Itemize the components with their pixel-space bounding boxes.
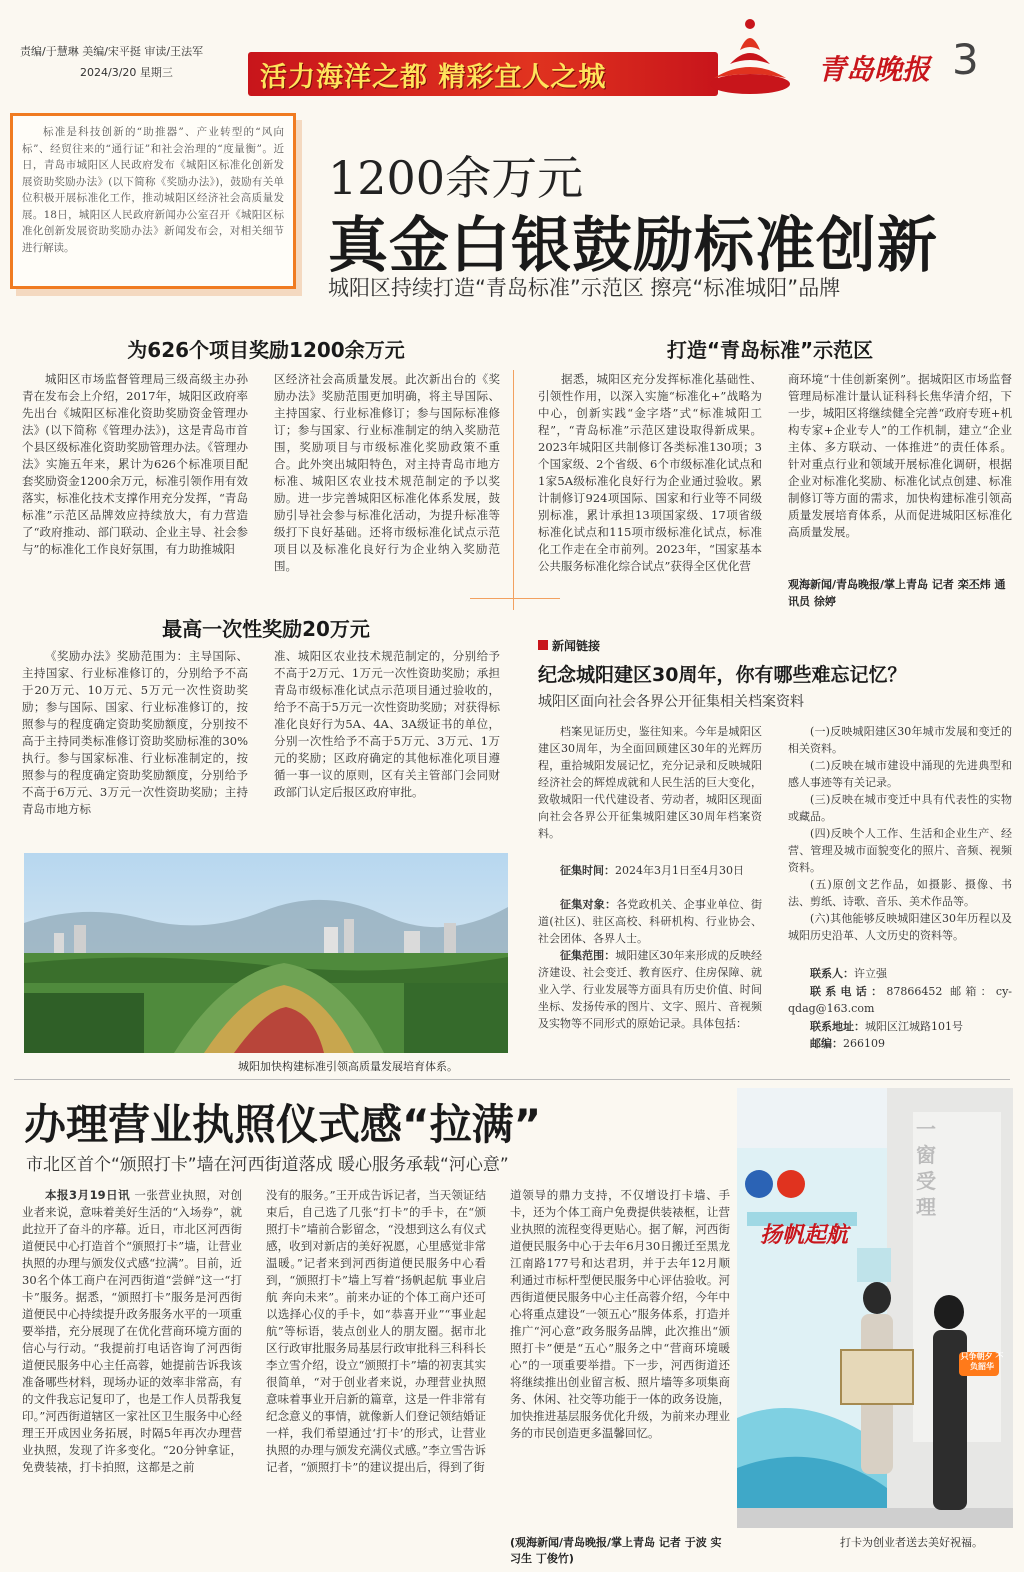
sidebar-time <box>538 862 762 896</box>
post-label: 邮编： <box>810 1037 843 1050</box>
article2-col2: 没有的服务。”王开成告诉记者，当天领证结束后，自己选了几张“打卡”的手卡，在“颁照打卡”墙前合影留念，“没想到这么有仪式感，收到对新店的美好祝愿，心里感觉非常温暖。”记者来到河西街道便民服务中心看到，“颁照打卡”墙上写着“扬帆起航 事业启航 奔向未来”。前来办证的个体工商户还可以选择心仪的手卡，如“恭喜开业”“事业起航”等标语，装点创业人的朋友圈。据市北区行政审批服务局基层行政审批科三科科长李立雪介绍，设立“颁照打卡”墙的初衷其实很简单，“对于创业者来说，办理营业执照意味着事业开启新的篇章，这是一件非常有纪念意义的事情，就像新人们登记领结婚证一样，我们希望通过‘打卡’的形式，让营业执照的办理与颁发充满仪式感。”李立雪告诉记者，“颁照打卡”的建议提出后，得到了街 <box>266 1188 486 1474</box>
page-number: 3 <box>952 35 979 84</box>
contact-label: 联系人： <box>810 967 854 980</box>
byline-2: (观海新闻/青岛晚报/掌上青岛 记者 于波 实习生 丁俊竹) <box>510 1536 722 1565</box>
sidebar-subtitle: 城阳区面向社会各界公开征集相关档案资料 <box>538 694 804 710</box>
intro-text: 标准是科技创新的“助推器”、产业转型的“风向标”、经贸往来的“通行证”和社会治理的“度量衡”。近日，青岛市城阳区人民政府发布《城阳区标准化创新发展资助奖励办法》(以下简称《奖励办法》)，鼓励有关单位积极开展标准化工作，推动城阳区经济社会高质量发展。18日，城阳区人民政府新闻办公室召开《城阳区标准化创新发展资助奖励办法》新闻发布会，对相关细节进行解读。 <box>22 126 284 254</box>
section2-title: 最高一次性奖励20万元 <box>162 617 370 641</box>
dateline: 本报3月19日讯 <box>45 1188 131 1202</box>
divider-vertical <box>513 370 514 610</box>
news-link-marker <box>538 640 548 650</box>
kicker: 1200余万元 <box>328 151 584 205</box>
divider-horizontal <box>470 598 560 599</box>
news-link-tag: 新闻链接 <box>552 639 601 653</box>
section2-col2: 准、城阳区农业技术规范制定的，分别给予不高于2万元、1万元一次性资助奖励；承担青岛市级标准化试点示范项目通过验收的，给予不高于5万元一次性资助奖励；对获得标准化良好行为5A、4A、3A级证书的单位，分别一次性给予不高于5万元、3万元、1万元的奖励；区政府确定的其他标准化项目遵循一事一议的原则，区有关主管部门会同财政部门认定后报区政府审批。 <box>274 649 500 799</box>
photo-sign-text: 一窗受理 <box>916 1117 936 1219</box>
sidebar-target <box>538 896 762 948</box>
sidebar-item: (五)原创文艺作品，如摄影、摄像、书法、剪纸、诗歌、音乐、美术作品等。 <box>788 878 1012 908</box>
sidebar-scope <box>538 947 762 1051</box>
section1-title: 为626个项目奖励1200余万元 <box>127 338 405 362</box>
photo-caption-2: 打卡为创业者送去美好祝福。 <box>840 1536 983 1549</box>
sidebar-para: 档案见证历史，鉴往知来。今年是城阳区建区30周年，为全面回顾建区30年的光辉历程，重拾城阳发展记忆，充分记录和反映城阳经济社会的辉煌成就和人民生活的巨大变化，致敬城阳一代代建设者、劳动者，城阳区现面向社会各界公开征集城阳建区30周年档案资料。 <box>538 725 762 840</box>
issue-date: 2024/3/20 星期三 <box>80 66 173 79</box>
paper-name: 青岛晚报 <box>818 53 931 86</box>
credits-line-1: 责编/于慧琳 美编/宋平挺 审读/王法军 <box>20 45 204 58</box>
photo-caption-1: 城阳加快构建标准引领高质量发展培育体系。 <box>238 1060 458 1073</box>
headline-2: 办理营业执照仪式感“拉满” <box>24 1100 542 1149</box>
contact-value: 许立强 <box>854 967 887 980</box>
section3-title: 打造“青岛标准”示范区 <box>666 338 874 362</box>
photo-banner-text: 扬帆起航 <box>760 1223 849 1248</box>
sidebar-address <box>788 1018 1012 1035</box>
scope-label: 征集范围： <box>560 949 616 962</box>
sidebar-item: (三)反映在城市变迁中具有代表性的实物或藏品。 <box>788 793 1012 823</box>
target-label: 征集对象： <box>560 898 617 911</box>
city-photo <box>24 853 508 1053</box>
subheadline-1: 城阳区持续打造“青岛标准”示范区 擦亮“标准城阳”品牌 <box>328 276 841 300</box>
headline-1: 真金白银鼓励标准创新 <box>328 211 938 281</box>
section1-col2: 区经济社会高质量发展。此次新出台的《奖励办法》奖励范围更加明确，将主导国际、主持国家、行业标准修订；参与国际标准修订；参与国家、行业标准制定的纳入奖励范围，奖励项目与市级标准化奖励政策不重合。此外突出城阳特色，对主持青岛市地方标准、城阳区农业技术规范制定的予以奖励。进一步完善城阳区标准化体系发展，鼓励引导社会参与标准化活动，为提升标准等级打下良好基础。还将市级标准化试点示范项目以及标准化良好行为企业纳入奖励范围。 <box>274 372 500 573</box>
article2-col1 <box>22 1187 242 1569</box>
sidebar-item: (一)反映城阳建区30年城市发展和变迁的相关资料。 <box>788 725 1012 755</box>
sidebar-items <box>788 723 1012 944</box>
section3-col2: 商环境“十佳创新案例”。据城阳区市场监督管理局标准计量认证科科长焦华清介绍，下一步，城阳区将继续健全完善“政府专班+机构专家+企业专人”的工作机制，建立“企业主体、多方联动、一体推进”的责任体系。针对重点行业和领域开展标准化调研，根据企业对标准化奖励、标准化试点创建、标准制修订等方面的需求，加快构建标准引领高质量发展培育体系，从而促进城阳区标准化高质量发展。 <box>788 372 1012 539</box>
sidebar-contact <box>788 965 1012 982</box>
sidebar-post <box>788 1035 1012 1052</box>
section2-col1: 《奖励办法》奖励范围为：主导国际、主持国家、行业标准修订的，分别给予不高于20万元、10万元、5万元一次性资助奖励；参与国际、国家、行业标准修订的，按照参与的程度确定资助奖励额度，分别按不高于主持同类标准修订资助奖励标准的30%执行。参与国家标准、行业标准制定的，按照参与的程度确定资助奖励额度，分别给予不高于6万元、3万元一次性资助奖励；主持青岛市地方标 <box>22 649 248 816</box>
section-divider <box>14 1079 1010 1080</box>
article2-col1-text: 一张营业执照，对创业者来说，意味着美好生活的“入场券”，就此拉开了奋斗的序幕。近日，市北区河西街道便民中心打造首个“颁照打卡”墙，让营业执照的办理与颁发仪式感“拉满”。目前，近30名个体工商户在河西街道“尝鲜”这一“打卡”服务。据悉，“颁照打卡”服务是河西街道便民中心持续提升政务服务水平的一项重要举措，充分展现了在优化营商环境方面的信心与行动。“我提前打电话咨询了河西街道便民服务中心主任高蓉，她提前告诉我该准备哪些材料，现场办证的效率非常高，有的文件我忘记复印了，也是工作人员帮我复印。”河西街道辖区一家社区卫生服务中心经理王开成因业务拓展，时隔5年再次办理营业执照，发现了许多变化。“20分钟拿证，免费装裱，打卡拍照，这都是之前 <box>22 1188 242 1474</box>
sidebar-title: 纪念城阳建区30周年，你有哪些难忘记忆？ <box>538 664 907 686</box>
phone-label: 联系电话： <box>810 985 887 998</box>
byline-1: 观海新闻/青岛晚报/掌上青岛 记者 栾丕炜 通讯员 徐婷 <box>788 578 1006 608</box>
subheadline-2: 市北区首个“颁照打卡”墙在河西街道落成 暖心服务承载“河心意” <box>26 1155 509 1175</box>
section3-col1: 据悉，城阳区充分发挥标准化基础性、引领性作用，以深入实施“标准化+”战略为中心，创新实践“金字塔”式“标准城阳工程”，“青岛标准”示范区建设取得新成果。2023年城阳区共制修订各类标准130项；3个国家级、2个省级、6个市级标准化试点和1家5A级标准化良好行为企业通过验收。累计制修订924项国际、国家和行业等不同级别标准，累计承担13项国家级、17项省级标准化试点和115项市级标准化试点，标准化工作走在全市前列。2023年，“国家基本公共服务标准化综合试点”获得全区优化营 <box>538 372 762 573</box>
sidebar-item: (六)其他能够反映城阳建区30年历程以及城阳历史沿革、人文历史的资料等。 <box>788 912 1012 942</box>
scope-value: 城阳建区30年来形成的反映经济建设、社会变迁、教育医疗、住房保障、就业入学、行业发展等方面具有历史价值、时间坐标、发扬传承的图片、文字、照片、音视频及实物等不同形式的原始记录。具体包括： <box>538 949 762 1030</box>
sidebar-item: (二)反映在城市建设中涌现的先进典型和感人事迹等有关记录。 <box>788 759 1012 789</box>
address-label: 联系地址： <box>810 1020 865 1033</box>
target-value: 各党政机关、企事业单位、街道(社区)、驻区高校、科研机构、行业协会、社会团体、各界人士。 <box>538 898 762 945</box>
article2-col3: 道领导的鼎力支持，不仅增设打卡墙、手卡，还为个体工商户免费提供装裱框，让营业执照的流程变得更贴心。据了解，河西街道便民服务中心于去年6月30日搬迁至黑龙江南路177号和达君玥，并于去年12月顺利通过市标杆型便民服务中心评估验收。河西街道便民服务中心主任高蓉介绍，今年中心将重点建设“一领五心”服务体系，打造并推广“河心意”政务服务品牌，此次推出“颁照打卡”便是“五心”服务之中“营商环境暖心”的一项重要举措。下一步，河西街道还将继续推出创业留言板、照片墙等多项集商务、休闲、社交等功能于一体的政务设施，加快推进基层服务优化升级，为前来办理业务的市民创造更多温馨回忆。 <box>510 1188 730 1440</box>
landmark-sculpture-icon <box>700 12 800 100</box>
sidebar-phone <box>788 983 1012 1019</box>
slogan-text: 活力海洋之都 精彩宜人之城 <box>260 62 607 93</box>
post-value: 266109 <box>843 1037 885 1050</box>
license-wall-photo <box>737 1088 1013 1528</box>
address-value: 城阳区江城路101号 <box>865 1020 963 1033</box>
photo-card-text: 只争朝夕 不负韶华 <box>960 1352 1004 1371</box>
section1-col1: 城阳区市场监督管理局三级高级主办孙青在发布会上介绍，2017年，城阳区政府率先出台《城阳区标准化资助奖励资金管理办法》(以下简称《管理办法》)，这是青岛市首个县区级标准化资助奖励管理办法。《管理办法》实施五年来，累计为626个标准项目配套奖励资金1200余万元，标准引领作用有效落实，标准化技术支撑作用充分发挥，“青岛标准”示范区品牌效应持续放大，有力营造了“政府推动、部门联动、企业主导、社会参与”的标准化工作良好氛围，有力助推城阳 <box>22 372 248 556</box>
time-value: 2024年3月1日至4月30日 <box>615 864 744 877</box>
time-label: 征集时间： <box>560 864 615 877</box>
phone-value: 87866452 邮箱：cy-qdag@163.com <box>788 985 1012 1015</box>
sidebar-item: (四)反映个人工作、生活和企业生产、经营、管理及城市面貌变化的照片、音频、视频资料。 <box>788 827 1012 874</box>
